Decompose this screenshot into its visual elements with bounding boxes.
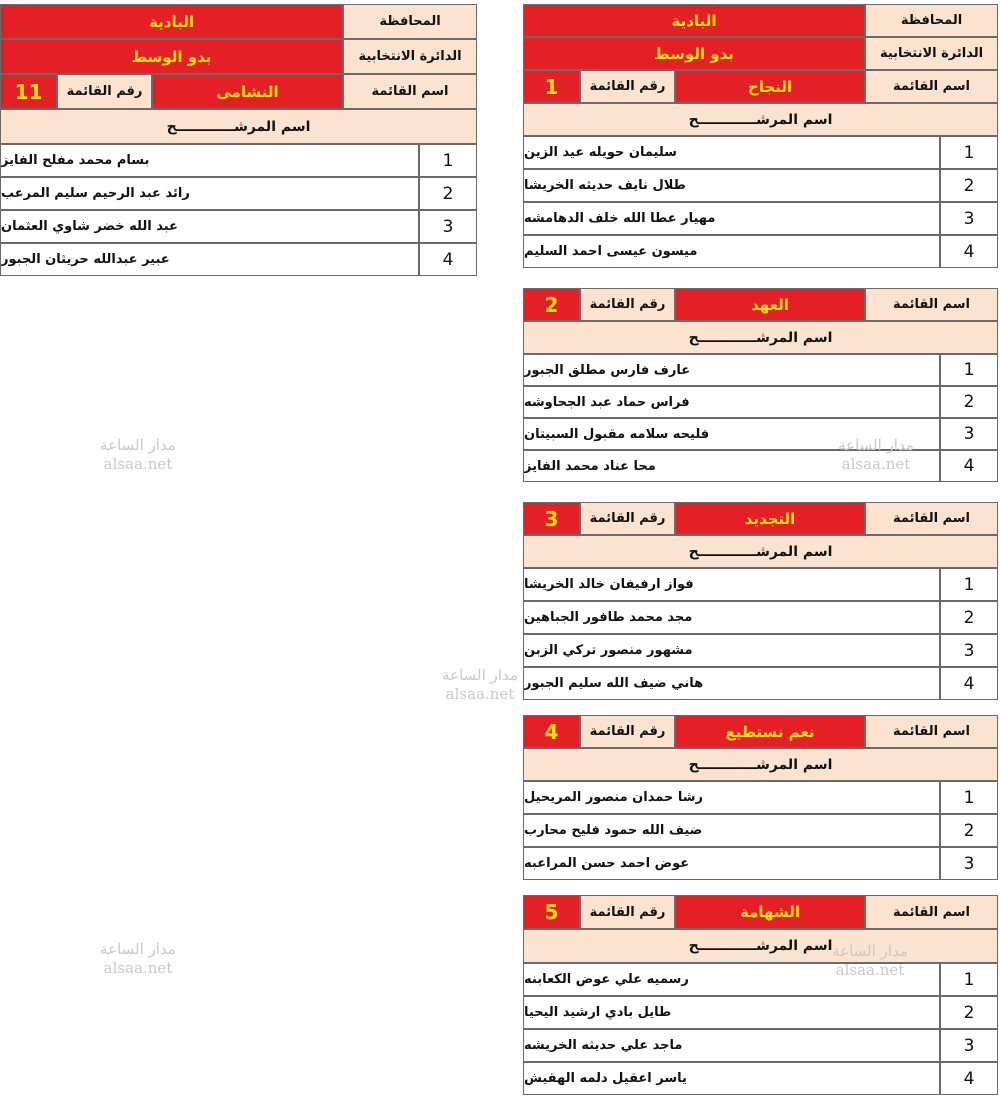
- candidate-row: [523, 235, 998, 268]
- candidate-row: [523, 1062, 998, 1095]
- candidate-name: سليمان حويله عيد الزين: [523, 136, 940, 169]
- candidate-name: فراس حماد عبد الجحاوشه: [523, 386, 940, 418]
- candidate-name: ياسر اعقيل دلمه الهقيش: [523, 1062, 940, 1095]
- candidate-row: [0, 144, 477, 177]
- list-number-label: رقم القائمة: [57, 74, 152, 109]
- candidate-index: 4: [940, 1062, 998, 1095]
- candidate-index: 2: [419, 177, 477, 210]
- governorate-label: المحافظة: [865, 4, 998, 37]
- candidate-index: 1: [940, 963, 998, 996]
- district-label: الدائرة الانتخابية: [343, 39, 477, 74]
- candidate-header-row: [523, 748, 998, 781]
- list-name-value: نعم نستطيع: [675, 715, 865, 748]
- list-name-label: اسم القائمة: [865, 288, 998, 321]
- candidate-index: 1: [940, 354, 998, 386]
- candidate-name-header: اسم المرشــــــــــــح: [0, 109, 477, 144]
- candidate-name: عبير عبدالله حريثان الجبور: [0, 243, 419, 276]
- candidate-index: 2: [940, 386, 998, 418]
- list-number-value: 11: [0, 74, 57, 109]
- candidate-name: مشهور منصور تركي الزبن: [523, 634, 940, 667]
- candidate-index: 2: [940, 601, 998, 634]
- candidate-name-header: اسم المرشــــــــــــح: [523, 929, 998, 963]
- candidate-name: ضيف الله حمود فليح محارب: [523, 814, 940, 847]
- governorate-value: البادية: [523, 4, 865, 37]
- candidate-index: 3: [940, 202, 998, 235]
- candidate-name-header: اسم المرشــــــــــــح: [523, 535, 998, 568]
- list-name-label: اسم القائمة: [865, 70, 998, 103]
- list-name-value: النجاح: [675, 70, 865, 103]
- candidate-name: فليحه سلامه مقبول السبيتان: [523, 418, 940, 450]
- list-name-row: [523, 288, 998, 321]
- candidate-name: ماجد علي حديثه الخريشه: [523, 1029, 940, 1062]
- district-row: [0, 39, 477, 74]
- list-block: [523, 288, 998, 482]
- list-name-value: العهد: [675, 288, 865, 321]
- list-name-row: [523, 895, 998, 929]
- candidate-name: رشا حمدان منصور المريحيل: [523, 781, 940, 814]
- candidate-name: رسميه علي عوض الكعابنه: [523, 963, 940, 996]
- candidate-name: طايل بادي ارشيد اليحيا: [523, 996, 940, 1029]
- candidate-row: [523, 601, 998, 634]
- governorate-row: [523, 4, 998, 37]
- list-block: [523, 4, 998, 268]
- list-number-value: 4: [523, 715, 580, 748]
- watermark: مدار الساعة alsaa.net: [100, 436, 176, 473]
- list-number-value: 3: [523, 502, 580, 535]
- candidate-row: [523, 136, 998, 169]
- candidate-index: 2: [940, 996, 998, 1029]
- list-name-row: [0, 74, 477, 109]
- list-number-value: 1: [523, 70, 580, 103]
- watermark: مدار الساعة alsaa.net: [442, 666, 518, 703]
- candidate-name: رائد عبد الرحيم سليم المرعب: [0, 177, 419, 210]
- candidate-index: 1: [940, 781, 998, 814]
- list-number-label: رقم القائمة: [580, 288, 675, 321]
- district-row: [523, 37, 998, 70]
- candidate-header-row: [0, 109, 477, 144]
- candidate-row: [0, 243, 477, 276]
- list-name-label: اسم القائمة: [865, 715, 998, 748]
- candidate-header-row: [523, 103, 998, 136]
- candidate-name: عوض احمد حسن المراعبه: [523, 847, 940, 880]
- watermark: مدار الساعة alsaa.net: [832, 942, 908, 979]
- candidate-name: بسام محمد مفلح الفايز: [0, 144, 419, 177]
- candidate-index: 4: [940, 667, 998, 700]
- list-block: [523, 895, 998, 1095]
- candidate-row: [523, 354, 998, 386]
- candidate-index: 1: [940, 568, 998, 601]
- candidate-row: [523, 814, 998, 847]
- candidate-index: 3: [419, 210, 477, 243]
- list-name-value: الشهامة: [675, 895, 865, 929]
- candidate-name: ميسون عيسى احمد السليم: [523, 235, 940, 268]
- candidate-index: 3: [940, 847, 998, 880]
- candidate-name: عارف فارس مطلق الجبور: [523, 354, 940, 386]
- list-name-row: [523, 502, 998, 535]
- list-number-value: 2: [523, 288, 580, 321]
- candidate-name-header: اسم المرشــــــــــــح: [523, 103, 998, 136]
- candidate-header-row: [523, 321, 998, 354]
- governorate-value: البادية: [0, 4, 343, 39]
- candidate-row: [523, 1029, 998, 1062]
- list-name-value: النشامى: [152, 74, 343, 109]
- candidate-index: 3: [940, 634, 998, 667]
- candidate-name: طلال نايف حديثه الخريشا: [523, 169, 940, 202]
- candidate-name: محا عناد محمد الفايز: [523, 450, 940, 482]
- candidate-name: فواز ارفيفان خالد الخريشا: [523, 568, 940, 601]
- candidate-header-row: [523, 535, 998, 568]
- candidate-index: 4: [419, 243, 477, 276]
- candidate-row: [523, 568, 998, 601]
- list-name-value: التجديد: [675, 502, 865, 535]
- candidate-row: [523, 169, 998, 202]
- candidate-index: 1: [940, 136, 998, 169]
- list-number-label: رقم القائمة: [580, 715, 675, 748]
- candidate-row: [523, 418, 998, 450]
- list-name-row: [523, 715, 998, 748]
- candidate-row: [523, 996, 998, 1029]
- list-number-label: رقم القائمة: [580, 895, 675, 929]
- candidate-name-header: اسم المرشــــــــــــح: [523, 321, 998, 354]
- candidate-index: 3: [940, 1029, 998, 1062]
- candidate-name: مهيار عطا الله خلف الدهامشه: [523, 202, 940, 235]
- list-block: [523, 715, 998, 880]
- candidate-row: [0, 210, 477, 243]
- governorate-row: [0, 4, 477, 39]
- candidate-header-row: [523, 929, 998, 963]
- candidate-row: [523, 450, 998, 482]
- list-block: [523, 502, 998, 700]
- district-label: الدائرة الانتخابية: [865, 37, 998, 70]
- candidate-name: مجد محمد طافور الجباهين: [523, 601, 940, 634]
- list-block: [0, 4, 477, 276]
- candidate-index: 4: [940, 450, 998, 482]
- candidate-index: 3: [940, 418, 998, 450]
- governorate-label: المحافظة: [343, 4, 477, 39]
- candidate-row: [523, 781, 998, 814]
- candidate-index: 2: [940, 814, 998, 847]
- list-name-label: اسم القائمة: [865, 895, 998, 929]
- candidate-name: عبد الله خضر شاوي العثمان: [0, 210, 419, 243]
- candidate-index: 4: [940, 235, 998, 268]
- list-name-label: اسم القائمة: [343, 74, 477, 109]
- candidate-row: [523, 667, 998, 700]
- district-value: بدو الوسط: [523, 37, 865, 70]
- candidate-row: [0, 177, 477, 210]
- candidate-row: [523, 847, 998, 880]
- list-number-label: رقم القائمة: [580, 70, 675, 103]
- candidate-row: [523, 634, 998, 667]
- candidate-name-header: اسم المرشــــــــــــح: [523, 748, 998, 781]
- candidate-row: [523, 386, 998, 418]
- candidate-row: [523, 963, 998, 996]
- candidate-row: [523, 202, 998, 235]
- list-name-row: [523, 70, 998, 103]
- watermark: مدار الساعة alsaa.net: [838, 436, 914, 473]
- candidate-name: هاني ضيف الله سليم الجبور: [523, 667, 940, 700]
- list-number-value: 5: [523, 895, 580, 929]
- watermark: مدار الساعة alsaa.net: [100, 940, 176, 977]
- list-name-label: اسم القائمة: [865, 502, 998, 535]
- candidate-index: 1: [419, 144, 477, 177]
- list-number-label: رقم القائمة: [580, 502, 675, 535]
- candidate-index: 2: [940, 169, 998, 202]
- district-value: بدو الوسط: [0, 39, 343, 74]
